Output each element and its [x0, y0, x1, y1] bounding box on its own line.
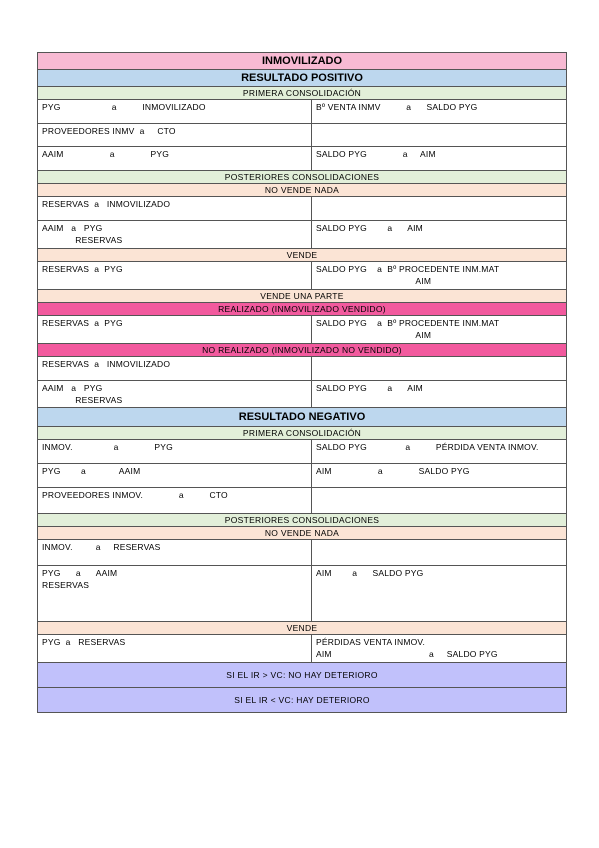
neg-entry-left: INMOV. a RESERVAS: [38, 540, 312, 565]
neg-entry-left: PROVEEDORES INMOV. a CTO: [38, 488, 312, 513]
pos-primera-consolidacion-header: PRIMERA CONSOLIDACIÓN: [38, 87, 566, 100]
pos-entry-left: RESERVAS a PYG: [38, 316, 312, 343]
table-row: [38, 540, 566, 566]
neg-entry-right: AIM a SALDO PYG: [316, 466, 470, 476]
neg-posteriores-header: POSTERIORES CONSOLIDACIONES: [38, 514, 566, 527]
no-deterioro-note: SI EL IR > VC: NO HAY DETERIORO: [38, 663, 566, 688]
neg-entry-right: AIM a SALDO PYG: [316, 568, 424, 578]
pos-entry-left: RESERVAS a PYG: [38, 262, 312, 289]
pos-vende-header: VENDE: [38, 249, 566, 262]
table-title: INMOVILIZADO: [38, 53, 566, 70]
table-row: [38, 440, 566, 464]
pos-entry-right: Bº VENTA INMV a SALDO PYG: [316, 102, 478, 112]
neg-entry-right: PÉRDIDAS VENTA INMOV. AIM a SALDO PYG: [316, 637, 498, 659]
pos-entry-left: AAIM a PYG RESERVAS: [38, 221, 312, 248]
table-row: [38, 635, 566, 663]
neg-vende-header: VENDE: [38, 622, 566, 635]
neg-entry-left: PYG a RESERVAS: [38, 635, 312, 662]
table-row: [38, 124, 566, 147]
table-row: [38, 316, 566, 344]
pos-entry-left: RESERVAS a INMOVILIZADO: [38, 197, 312, 220]
table-row: [38, 488, 566, 514]
neg-entry-right: SALDO PYG a PÉRDIDA VENTA INMOV.: [316, 442, 539, 452]
table-row: [38, 566, 566, 622]
neg-no-vende-header: NO VENDE NADA: [38, 527, 566, 540]
pos-realizado-header: REALIZADO (INMOVILIZADO VENDIDO): [38, 303, 566, 316]
pos-entry-left: PYG a INMOVILIZADO: [38, 100, 312, 123]
neg-entry-right: [312, 540, 566, 565]
pos-entry-left: PROVEEDORES INMV a CTO: [38, 124, 312, 146]
table-row: [38, 464, 566, 488]
pos-entry-right: SALDO PYG a Bº PROCEDENTE INM.MAT AIM: [316, 318, 500, 340]
neg-entry-left: PYG a AAIM: [38, 464, 312, 487]
table-row: [38, 147, 566, 171]
deterioro-note: SI EL IR < VC: HAY DETERIORO: [38, 688, 566, 712]
table-row: [38, 262, 566, 290]
table-row: [38, 381, 566, 408]
neg-entry-right: [312, 488, 566, 513]
neg-entry-left: INMOV. a PYG: [38, 440, 312, 463]
pos-entry-right: SALDO PYG a AIM: [316, 383, 423, 393]
pos-vende-parte-header: VENDE UNA PARTE: [38, 290, 566, 303]
pos-entry-right: [312, 124, 566, 146]
pos-entry-right: SALDO PYG a AIM: [316, 149, 436, 159]
pos-entry-right: [312, 357, 566, 380]
resultado-positivo-header: RESULTADO POSITIVO: [38, 70, 566, 87]
pos-entry-right: SALDO PYG a Bº PROCEDENTE INM.MAT AIM: [316, 264, 500, 286]
inmovilizado-table: [37, 52, 567, 713]
table-row: [38, 221, 566, 249]
pos-entry-right: [312, 197, 566, 220]
pos-entry-left: AAIM a PYG: [38, 147, 312, 170]
pos-entry-left: AAIM a PYG RESERVAS: [38, 381, 312, 407]
pos-entry-right: SALDO PYG a AIM: [316, 223, 423, 233]
pos-posteriores-header: POSTERIORES CONSOLIDACIONES: [38, 171, 566, 184]
pos-entry-left: RESERVAS a INMOVILIZADO: [38, 357, 312, 380]
table-row: [38, 357, 566, 381]
neg-primera-consolidacion-header: PRIMERA CONSOLIDACIÓN: [38, 427, 566, 440]
neg-entry-left: PYG a AAIM RESERVAS: [38, 566, 312, 621]
resultado-negativo-header: RESULTADO NEGATIVO: [38, 408, 566, 427]
pos-no-vende-header: NO VENDE NADA: [38, 184, 566, 197]
table-row: [38, 100, 566, 124]
table-row: [38, 197, 566, 221]
pos-no-realizado-header: NO REALIZADO (INMOVILIZADO NO VENDIDO): [38, 344, 566, 357]
